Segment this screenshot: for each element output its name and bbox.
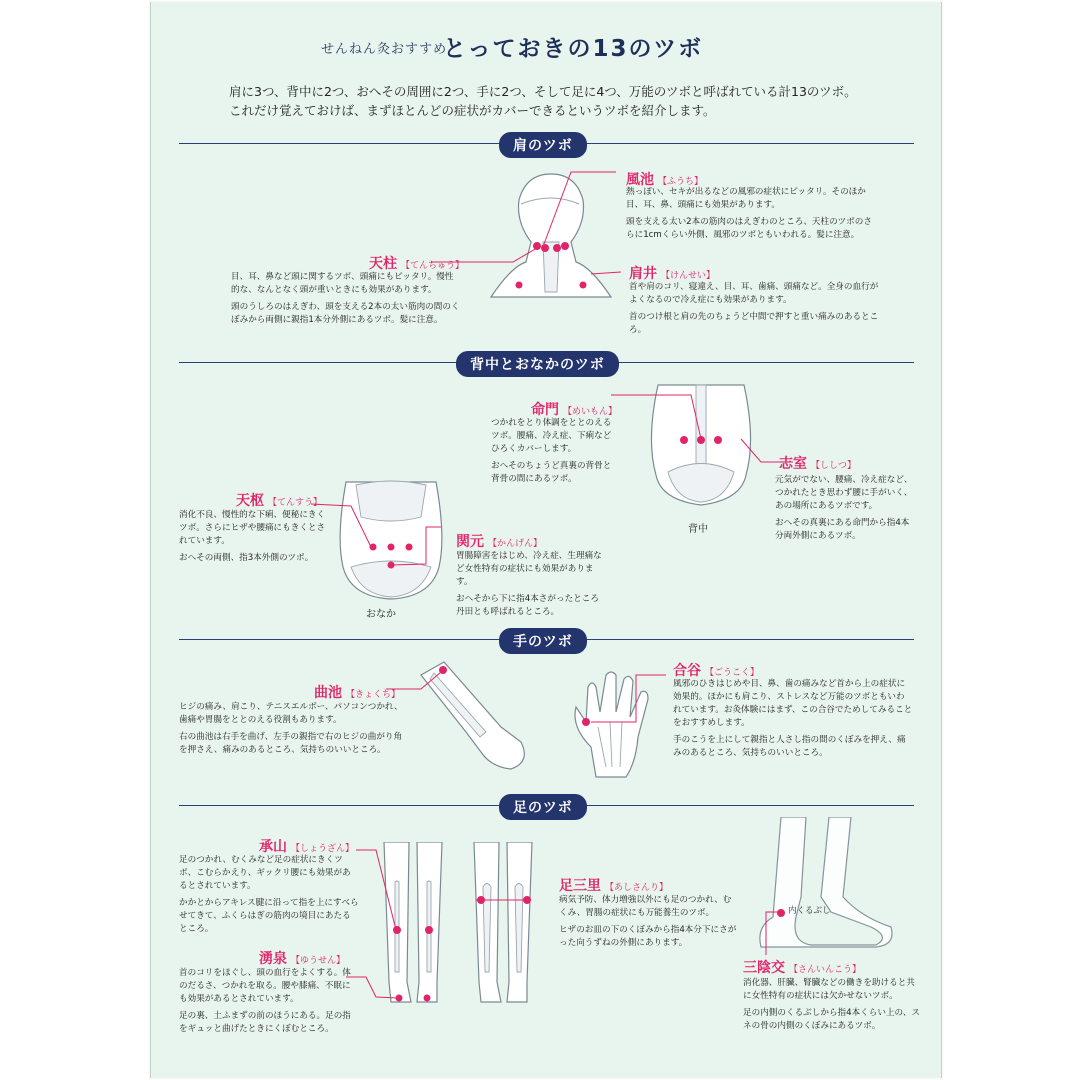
caption-ankle: 内くるぶし [788,906,831,916]
point-name-tenchu [369,253,464,273]
point-name-meimon-text: 命門 [531,402,559,418]
header-title: とっておきの13のツボ [443,36,704,62]
point-desc-kensei [629,281,879,341]
intro-line-1: 肩に3つ、背中に2つ、おへその周囲に2つ、手に2つ、そして足に4つ、万能のツボと呼ばれている計13のツボ。 [229,84,857,99]
point-kana-shishitsu: 【ししつ】 [811,461,857,471]
point-kana-kyokuchi: 【きょくち】 [346,690,401,700]
point-desc-shishitsu-2: おへその真裏にある命門から指4本分両外側にあるツボ。 [775,518,910,541]
point-desc-ashisanri-2: ヒザのお皿の下のくぼみから指4本分下にさがった向うずねの外側にあります。 [559,925,737,948]
point-desc-shishitsu [775,474,915,547]
point-desc-goukoku-2: 手のこうを上にして親指と人さし指の間のくぼみを押え、痛みのあるところ、気持ちのいいところ。 [673,735,906,758]
point-desc-kensei-2: 首のつけ根と肩の先のちょうど中間で押すと重い痛みのあるところ。 [629,312,879,335]
point-desc-shishitsu-1: 元気がでない、腰痛、冷え症など、つかれたとき思わず腰に手がいく、あの場所にあるツボです。 [775,475,913,511]
point-kana-fuchi: 【ふうち】 [658,177,704,187]
point-desc-meimon-2: おへそのちょうど真裏の背骨と背骨の間にあるツボ。 [491,461,612,484]
point-desc-ashisanri [559,894,739,954]
point-name-goukoku [673,660,759,680]
section-title-back: 背中とおなかのツボ [456,351,619,377]
point-desc-kangen-2: おへそから下に指4本さがったところ丹田とも呼ばれるところ。 [456,594,599,617]
point-desc-yuusen-1: 首のコリをほぐし、頭の血行をよくする。体のだるさ、つかれを取る。腰や膝痛、不眠にも効果があるとされています。 [179,968,351,1004]
point-kana-kensei: 【けんせい】 [661,271,716,281]
point-name-kyokuchi [314,682,400,702]
point-name-shouzan-text: 承山 [259,839,287,855]
point-kana-ashisanri: 【あしさんり】 [605,883,669,893]
point-kana-tensu: 【てんすう】 [268,498,323,508]
point-name-tensu [236,490,322,510]
saninkou-leader [746,907,796,962]
point-desc-kensei-1: 首や肩のコリ、寝違え、目、耳、歯痛、頭痛など。全身の血行がよくなるので冷え症にも効果があります。 [629,282,879,305]
section-title-shoulder: 肩のツボ [499,132,587,158]
point-desc-yuusen [179,967,359,1040]
point-name-kensei-text: 肩井 [629,266,657,282]
point-desc-fuchi-1: 熱っぽい、セキが出るなどの風邪の症状にピッタリ。そのほか目、耳、鼻、頭痛にも効果があります。 [626,187,866,210]
point-desc-meimon-1: つかれをとり体調をととのえるツボ。腰痛、冷え症、下痢などひろくカバーします。 [491,418,612,454]
point-name-kangen [456,531,542,551]
point-desc-ashisanri-1: 病気予防、体力増強以外にも足のつかれ、むくみ、胃腸の症状にも万能養生のツボ。 [559,895,732,918]
goukoku-leader [586,667,666,732]
point-name-ashisanri [559,875,668,895]
point-desc-saninkou-1: 消化器、肝臓、腎臓などの働きを助けると共に女性特有の症状には欠かせないツボ。 [743,978,915,1001]
point-desc-fuchi-2: 頭を支える太い2本の筋肉のはえぎわのところ、天柱のツボのさらに1cmくらい外側、風邪のツボともいわれる。髪に注意。 [626,217,872,240]
section-title-foot: 足のツボ [499,794,587,820]
point-desc-yuusen-2: 足の裏、土ふまずの前のほうにある。足の指をギュッと曲げたときにくぼむところ。 [179,1011,351,1034]
point-name-ashisanri-text: 足三里 [559,878,601,894]
point-name-shishitsu [779,453,856,473]
point-desc-goukoku [673,678,913,764]
point-name-fuchi-text: 風池 [626,172,654,188]
point-desc-kangen-1: 胃腸障害をはじめ、冷え症、生理痛など女性特有の症状にも効果があります。 [456,551,602,587]
point-desc-fuchi [626,186,876,246]
point-name-yuusen-text: 湧泉 [259,951,287,967]
point-kana-goukoku: 【ごうこく】 [705,668,760,678]
point-kana-meimon: 【めいもん】 [563,407,618,417]
point-desc-kyokuchi-1: ヒジの痛み、肩こり、テニスエルボー、パソコンつかれ、歯痛や胃腸をととのえる役割もあります。 [179,702,403,725]
point-desc-tenchu-2: 頭のうしろのはえぎわ、頭を支える2本の太い筋肉の間のくぼみから両側に親指1本分外側にあるツボ。髪に注意。 [231,302,460,325]
point-name-shouzan [259,836,354,856]
intro-line-2: これだけ覚えておけば、まずほとんどの症状がカバーできるというツボを紹介します。 [229,103,716,118]
point-desc-meimon [491,417,616,490]
point-kana-saninkou: 【さんいんこう】 [789,965,862,975]
point-kana-kangen: 【かんげん】 [488,539,543,549]
header-subtitle: せんねん灸おすすめ [321,42,448,57]
point-desc-shouzan-1: 足のつかれ、むくみなど足の症状にきくツボ、こむらかえり、ギックリ腰にも効果があるとされています。 [179,855,351,891]
point-desc-tensu-1: 消化不良、慢性的な下痢、便秘にきくツボ。さらにヒザや腰痛にもきくとされています。 [179,510,326,546]
point-name-kangen-text: 関元 [456,534,484,550]
point-kana-tenchu: 【てんちゅう】 [401,261,465,271]
point-name-tenchu-text: 天柱 [369,256,397,272]
point-name-yuusen [259,948,345,968]
point-desc-saninkou-2: 足の内側のくるぶしから指4本くらい上の、スネの骨の内側のくぼみにあるツボ。 [743,1008,920,1031]
point-kana-yuusen: 【ゆうせん】 [291,956,346,966]
point-desc-tenchu [231,271,461,331]
caption-back: 背中 [688,524,708,535]
point-desc-shouzan-2: かかとからアキレス腱に沿って指を上にすべらせてきて、ふくらはぎの筋肉の境目にあたるところ。 [179,898,359,934]
point-desc-kyokuchi [179,701,409,761]
caption-belly: おなか [366,609,396,620]
point-name-saninkou-text: 三陰交 [743,960,785,976]
point-desc-tensu [179,509,329,569]
point-desc-saninkou [743,977,923,1037]
point-name-tensu-text: 天枢 [236,493,264,509]
foot-leader-lines [326,842,566,1012]
point-desc-goukoku-1: 風邪のひきはじめや目、鼻、歯の痛みなど首から上の症状に効果的。ほかにも肩こり、ストレスなど万能のツボともいわれています。お灸体験にはまず、この合谷でためしてみることをおすすめします。 [673,679,913,728]
poster-sheet [150,2,942,1078]
point-name-saninkou [743,957,861,977]
point-desc-kangen [456,550,606,623]
point-kana-shouzan: 【しょうざん】 [291,844,355,854]
section-title-hand: 手のツボ [499,628,587,654]
point-name-shishitsu-text: 志室 [779,456,807,472]
point-name-kyokuchi-text: 曲池 [314,685,342,701]
point-name-kensei [629,263,715,283]
point-desc-tenchu-1: 目、耳、鼻など頭に関するツボ、頭痛にもピッタリ。慢性的な、なんとなく頭が重いときにも効果があります。 [231,272,454,295]
point-name-goukoku-text: 合谷 [673,663,701,679]
point-desc-tensu-2: おへその両側、指3本外側のツボ。 [179,553,314,563]
point-name-meimon [531,399,617,419]
intro-text [229,82,919,120]
point-desc-shouzan [179,854,359,940]
point-desc-kyokuchi-2: 右の曲池は右手を曲げ、左手の親指で右のヒジの曲がり角を押さえ、痛みのあるところ、気持ちのいいところ。 [179,732,403,755]
